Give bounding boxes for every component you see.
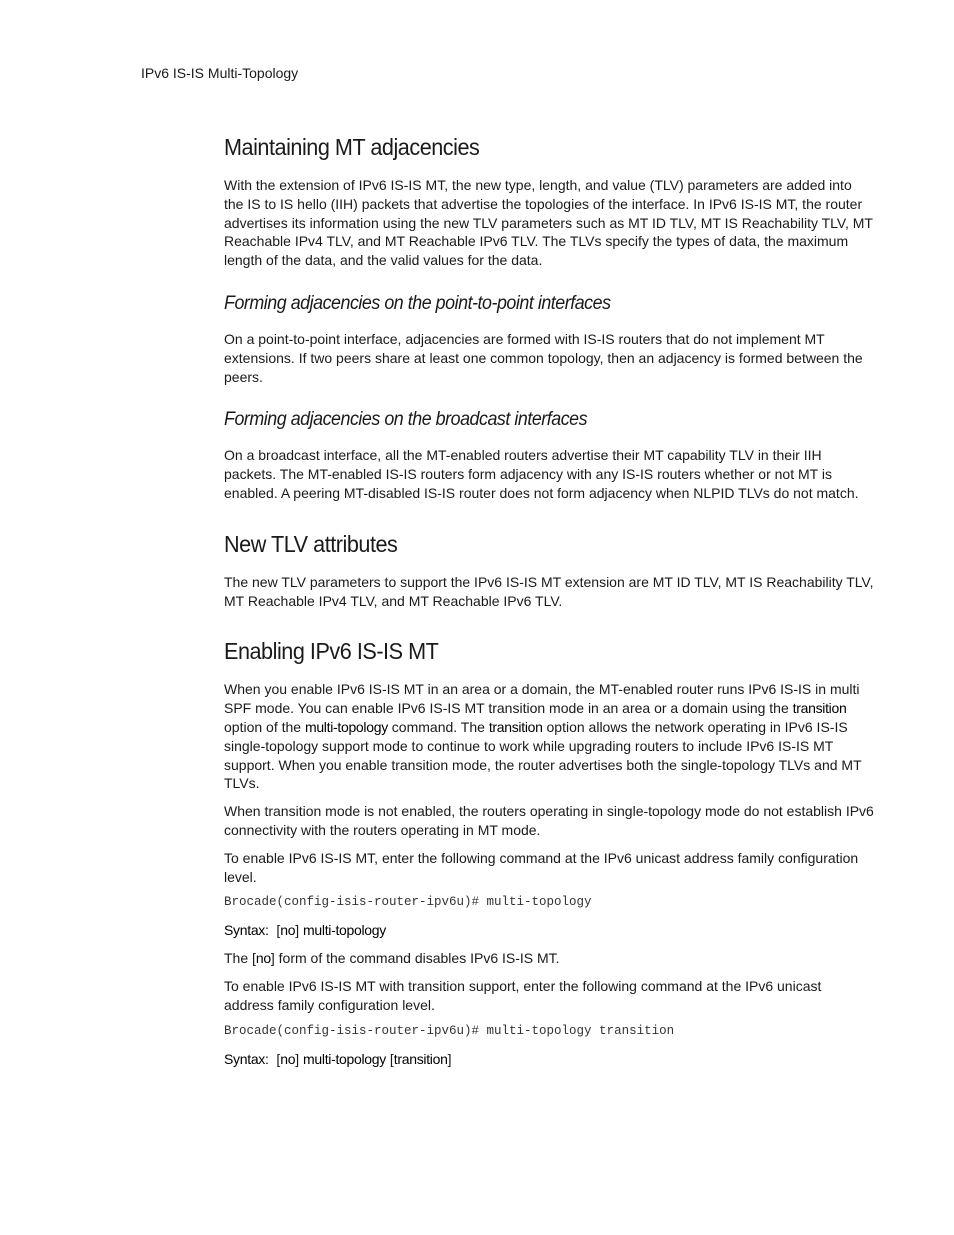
keyword-transition: transition	[488, 718, 543, 735]
text-run: The [	[224, 950, 256, 967]
code-example: Brocade(config-isis-router-ipv6u)# multi-topology transition	[224, 1023, 675, 1038]
syntax-line	[224, 921, 874, 940]
keyword-multi-topology: multi-topology	[303, 922, 386, 939]
paragraph: On a broadcast interface, all the MT-enabled routers advertise their MT capability TLV in their IIH packets. The MT-enabled IS-IS routers form adjacency with any IS-IS routers whether or not MT is enabled. A peering MT-disabled IS-IS router does not form adjacency when NLPID TLVs do not match.	[224, 447, 859, 501]
syntax-label: Syntax:	[224, 1050, 269, 1067]
paragraph: On a point-to-point interface, adjacencies are formed with IS-IS routers that do not implement MT extensions. If two peers share at least one common topology, then an adjacency is formed between the peers.	[224, 330, 863, 385]
bracket: [	[389, 1050, 394, 1067]
page-content	[224, 130, 874, 1078]
running-header: IPv6 IS-IS Multi-Topology	[141, 65, 299, 81]
paragraph: The new TLV parameters to support the IPv6 IS-IS MT extension are MT ID TLV, MT IS Reachability TLV, MT Reachable IPv4 TLV, and MT Reachable IPv6 TLV.	[224, 573, 874, 609]
keyword-no: no	[280, 922, 296, 939]
text-run: ] form of the command disables IPv6 IS-IS MT.	[270, 950, 560, 967]
keyword-multi-topology: multi-topology	[304, 718, 388, 735]
keyword-transition: transition	[393, 1050, 448, 1067]
paragraph: To enable IPv6 IS-IS MT with transition support, enter the following command at the IPv6 unicast address family configuration level.	[224, 978, 822, 1013]
section-title-maintaining: Maintaining MT adjacencies	[224, 134, 480, 160]
subsection-title-broadcast: Forming adjacencies on the broadcast interfaces	[224, 409, 588, 431]
section-title-new-tlv: New TLV attributes	[224, 530, 398, 557]
section-title-enabling: Enabling IPv6 IS-IS MT	[224, 638, 439, 665]
bracket: [	[276, 1050, 281, 1067]
syntax-line	[224, 1050, 874, 1069]
code-example: Brocade(config-isis-router-ipv6u)# multi-topology	[224, 895, 592, 910]
bracket: ]	[295, 922, 300, 939]
text-run: command. The	[387, 718, 489, 735]
keyword-transition: transition	[792, 700, 847, 717]
paragraph	[224, 680, 874, 793]
paragraph: When transition mode is not enabled, the routers operating in single-topology mode do not establish IPv6 connectivity with the routers operating in MT mode.	[224, 803, 874, 838]
text-run: option of the	[224, 718, 305, 735]
text-run: option allows the network operating in IPv6 IS-IS single-topology support mode to continue to work while upgrading routers to include IPv6 IS-IS MT support. When you enable transition mode, the router advertises both the single-topology TLVs and MT TLVs.	[224, 718, 862, 792]
keyword-no: no	[280, 1050, 296, 1067]
subsection-title-p2p: Forming adjacencies on the point-to-point interfaces	[224, 292, 611, 314]
paragraph: To enable IPv6 IS-IS MT, enter the following command at the IPv6 unicast address family configuration level.	[224, 849, 859, 885]
paragraph: With the extension of IPv6 IS-IS MT, the new type, length, and value (TLV) parameters are added into the IS to IS hello (IIH) packets that advertise the topologies of the interface. In IPv6 IS-IS MT, the router advertises its information using the new TLV parameters such as MT ID TLV, MT IS Reachability TLV, MT Reachable IPv4 TLV, and MT Reachable IPv6 TLV. The TLVs specify the types of data, the maximum length of the data, and the valid values for the data.	[224, 177, 873, 269]
text-run: When you enable IPv6 IS-IS MT in an area or a domain, the MT-enabled router runs IPv6 IS-IS in multi SPF mode. You can enable IPv6 IS-IS MT transition mode in an area or a domain using the	[224, 681, 860, 717]
keyword-no: no	[255, 950, 271, 967]
paragraph	[224, 949, 874, 968]
syntax-label: Syntax:	[224, 922, 269, 939]
bracket: ]	[295, 1050, 300, 1067]
bracket: [	[276, 922, 281, 939]
keyword-multi-topology: multi-topology	[303, 1050, 386, 1067]
bracket: ]	[447, 1050, 452, 1067]
